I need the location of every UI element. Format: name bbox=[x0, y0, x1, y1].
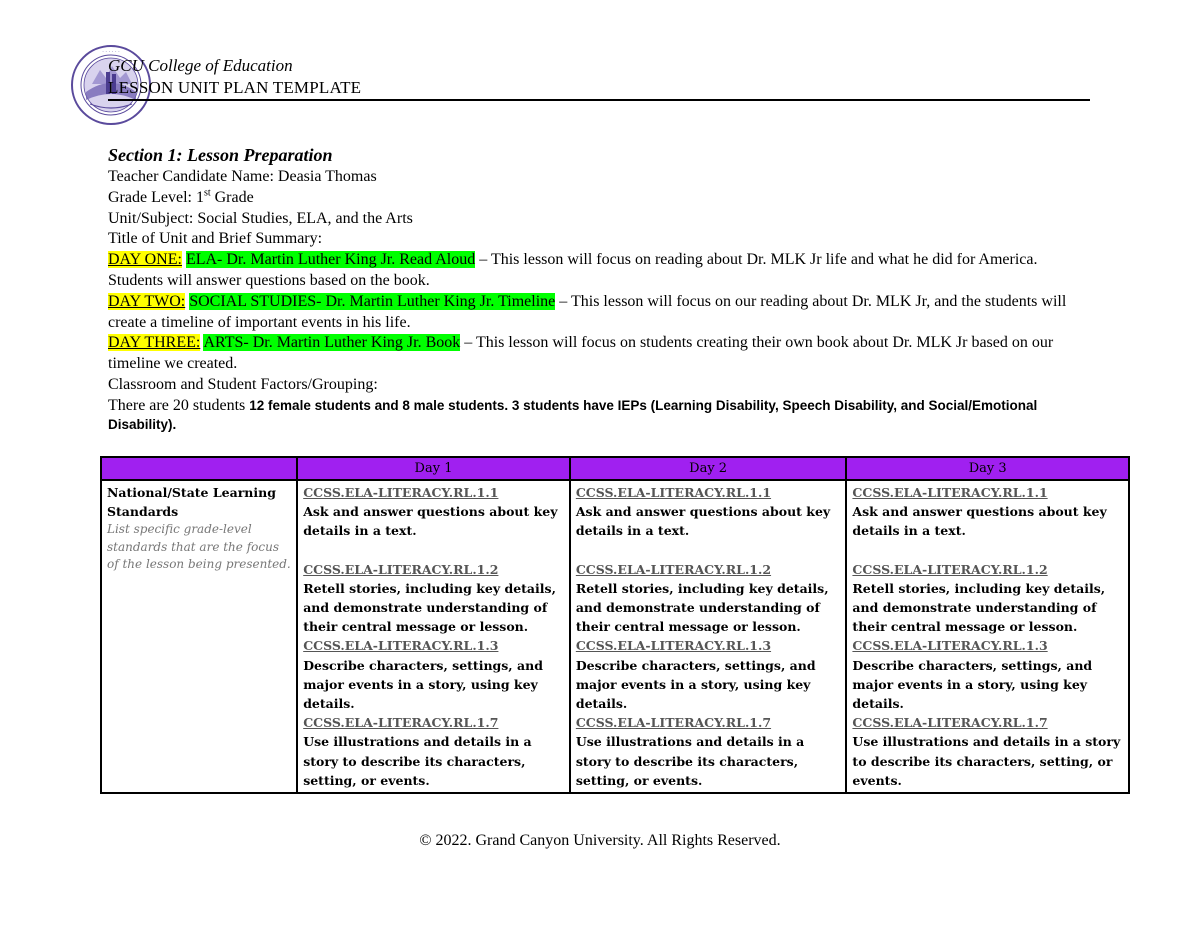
section-title: Section 1: Lesson Preparation bbox=[108, 145, 333, 165]
standard-description: Retell stories, including key details, and demonstrate understanding of their central message or lesson. bbox=[575, 580, 829, 635]
table-header-row bbox=[101, 457, 1129, 480]
standard-code[interactable]: CCSS.ELA-LITERACY.RL.1.1 bbox=[852, 485, 1048, 500]
standard-code[interactable]: CCSS.ELA-LITERACY.RL.1.2 bbox=[303, 561, 499, 577]
spacer bbox=[576, 541, 841, 560]
spacer bbox=[303, 541, 564, 560]
svg-text:· · · · · ·: · · · · · · bbox=[102, 49, 120, 55]
day-two-summary bbox=[108, 292, 1088, 334]
header-cell-empty bbox=[101, 457, 297, 480]
unit-subject: Unit/Subject: Social Studies, ELA, and the Arts bbox=[108, 209, 413, 227]
standard-code[interactable]: CCSS.ELA-LITERACY.RL.1.2 bbox=[575, 561, 772, 577]
day-two-title: SOCIAL STUDIES- Dr. Martin Luther King Jr. Timeline bbox=[189, 292, 556, 310]
standard-code[interactable]: CCSS.ELA-LITERACY.RL.1.7 bbox=[575, 715, 772, 731]
summary-label: Title of Unit and Brief Summary: bbox=[108, 230, 323, 248]
row-hint: List specific grade-level standards that are the focus of the lesson being presented. bbox=[107, 522, 291, 572]
row-label-cell bbox=[101, 480, 297, 793]
day-three-title: ARTS- Dr. Martin Luther King Jr. Book bbox=[203, 334, 461, 352]
standard-description: Ask and answer questions about key details in a text. bbox=[575, 504, 831, 539]
college-name: GCU College of Education bbox=[108, 56, 293, 75]
standard-code[interactable]: CCSS.ELA-LITERACY.RL.1.2 bbox=[852, 561, 1048, 577]
standard-code[interactable]: CCSS.ELA-LITERACY.RL.1.7 bbox=[303, 715, 499, 731]
day-2-standards-cell bbox=[570, 480, 847, 793]
day-1-standards-cell bbox=[297, 480, 570, 793]
standard-description: Describe characters, settings, and major events in a story, using key details. bbox=[575, 657, 816, 712]
lesson-preparation-section bbox=[108, 144, 1088, 434]
day-three-text: – This lesson will focus on students creating their own book about Dr. MLK Jr based on our timeline we created. bbox=[108, 334, 1054, 373]
day-three-label: DAY THREE: bbox=[108, 334, 201, 352]
standard-description: Ask and answer questions about key details in a text. bbox=[303, 504, 558, 539]
standard-description: Use illustrations and details in a story to describe its characters, setting, or events. bbox=[303, 734, 532, 788]
standard-code[interactable]: CCSS.ELA-LITERACY.RL.1.1 bbox=[575, 485, 772, 500]
factors-description bbox=[108, 396, 1088, 434]
day-two-label: DAY TWO: bbox=[108, 292, 186, 310]
day-one-label: DAY ONE: bbox=[108, 251, 182, 269]
table-row bbox=[101, 480, 1129, 793]
factors-text: 12 female students and 8 male students. 3 students have IEPs (Learning Disability, Speech Disability, and Social/Emotional Disability). bbox=[108, 397, 1038, 432]
header-cell-day-2: Day 2 bbox=[570, 457, 847, 480]
grade-level-suffix: Grade bbox=[210, 188, 254, 206]
factors-label: Classroom and Student Factors/Grouping: bbox=[108, 375, 378, 393]
standard-description: Ask and answer questions about key details in a text. bbox=[852, 504, 1107, 539]
header-divider bbox=[108, 99, 1090, 101]
day-one-text: – This lesson will focus on reading about Dr. MLK Jr life and what he did for America. Students will answer questions based on the book. bbox=[108, 251, 1038, 289]
copyright-footer: © 2022. Grand Canyon University. All Rights Reserved. bbox=[419, 832, 781, 849]
document-title: LESSON UNIT PLAN TEMPLATE bbox=[108, 78, 362, 97]
standard-code[interactable]: CCSS.ELA-LITERACY.RL.1.1 bbox=[303, 485, 499, 500]
standards-table bbox=[100, 456, 1130, 794]
standard-code[interactable]: CCSS.ELA-LITERACY.RL.1.3 bbox=[575, 638, 772, 654]
header-cell-day-1: Day 1 bbox=[297, 457, 570, 480]
day-two-text: – This lesson will focus on our reading about Dr. MLK Jr, and the students will create a timeline of important events in his life. bbox=[108, 292, 1067, 331]
standard-description: Retell stories, including key details, and demonstrate understanding of their central message or lesson. bbox=[852, 580, 1106, 635]
standard-code[interactable]: CCSS.ELA-LITERACY.RL.1.7 bbox=[852, 715, 1048, 731]
standard-description: Retell stories, including key details, and demonstrate understanding of their central message or lesson. bbox=[303, 580, 556, 635]
teacher-candidate-name: Teacher Candidate Name: Deasia Thomas bbox=[108, 168, 377, 185]
standard-description: Use illustrations and details in a story to describe its characters, setting, or events. bbox=[852, 734, 1121, 788]
standard-description: Use illustrations and details in a story to describe its characters, setting, or events. bbox=[575, 734, 805, 788]
factors-lead: There are 20 students bbox=[108, 396, 250, 414]
standard-code[interactable]: CCSS.ELA-LITERACY.RL.1.3 bbox=[852, 638, 1048, 654]
day-one-summary bbox=[108, 250, 1088, 292]
standard-code[interactable]: CCSS.ELA-LITERACY.RL.1.3 bbox=[303, 638, 499, 654]
grade-level-prefix: Grade Level: 1 bbox=[108, 188, 204, 206]
grade-level bbox=[108, 188, 1088, 209]
grade-level-ordinal: st bbox=[203, 187, 211, 199]
day-3-standards-cell bbox=[846, 480, 1129, 793]
day-three-summary bbox=[108, 333, 1088, 375]
spacer bbox=[852, 541, 1123, 560]
day-one-title: ELA- Dr. Martin Luther King Jr. Read Aloud bbox=[185, 251, 476, 269]
standard-description: Describe characters, settings, and major events in a story, using key details. bbox=[303, 657, 543, 712]
row-label: National/State Learning Standards bbox=[107, 485, 276, 520]
standard-description: Describe characters, settings, and major events in a story, using key details. bbox=[852, 657, 1093, 712]
header-cell-day-3: Day 3 bbox=[846, 457, 1129, 480]
